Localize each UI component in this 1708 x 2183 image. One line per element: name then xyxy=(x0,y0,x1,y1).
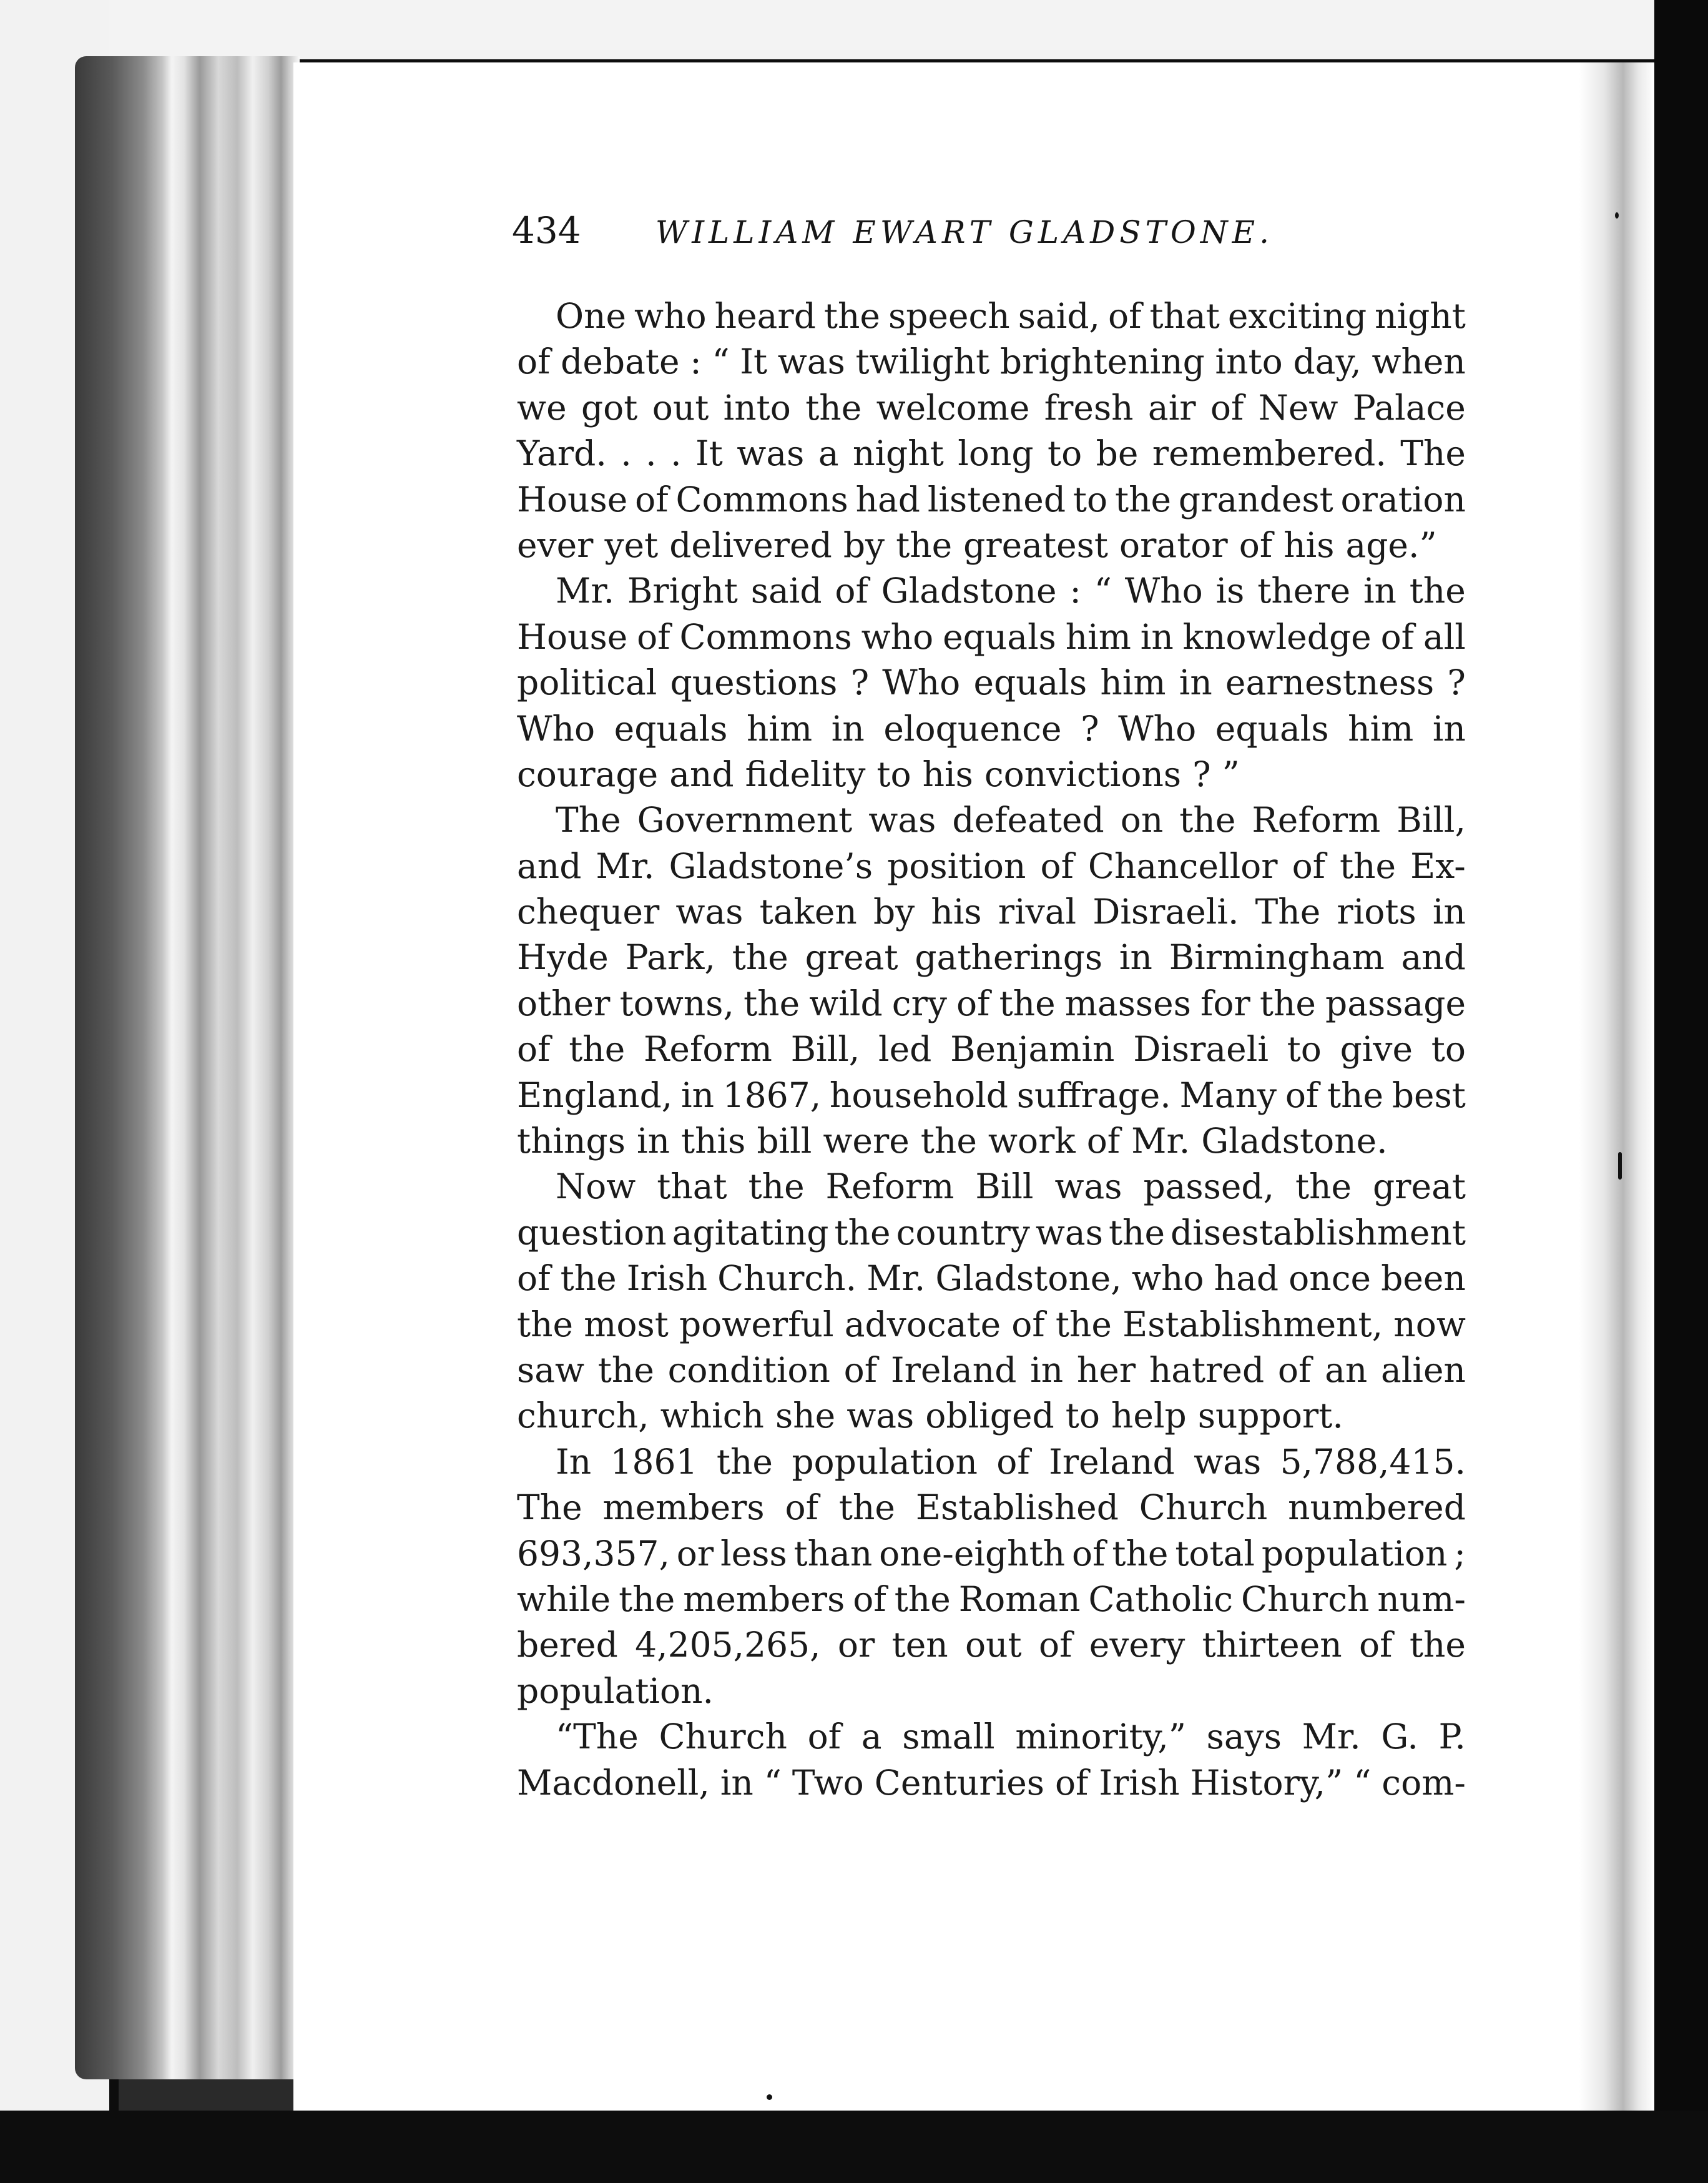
text-line: chequer was taken by his rival Disraeli. The riots in xyxy=(517,892,1466,932)
text-line: of debate : “ It was twilight brightening into day, when xyxy=(517,342,1466,382)
body-text xyxy=(517,293,1466,1806)
text-line: bered 4,205,265, or ten out of every thirteen of the xyxy=(517,1625,1466,1665)
text-line: House of Commons had listened to the grandest oration xyxy=(517,479,1466,520)
text-line: Who equals him in eloquence ? Who equals him in xyxy=(517,708,1466,749)
text-line: saw the condition of Ireland in her hatred of an alien xyxy=(517,1349,1466,1390)
text-line: Hyde Park, the great gatherings in Birmingham and xyxy=(517,937,1466,978)
text-line: of the Reform Bill, led Benjamin Disraeli to give to xyxy=(517,1029,1466,1070)
scan-top-margin xyxy=(0,0,1708,59)
text-line: Mr. Bright said of Gladstone : “ Who is there in the xyxy=(556,571,1466,611)
text-line: ever yet delivered by the greatest orator of his age.” xyxy=(517,525,1437,565)
text-line: question agitating the country was the disestablishment xyxy=(517,1212,1466,1253)
speck-mark xyxy=(1615,212,1619,219)
text-line: while the members of the Roman Catholic Church num- xyxy=(517,1579,1466,1619)
text-line: courage and fidelity to his convictions ? ” xyxy=(517,754,1240,794)
text-line: The members of the Established Church numbered xyxy=(517,1487,1466,1528)
text-line: we got out into the welcome fresh air of New Palace xyxy=(517,387,1466,428)
text-line: things in this bill were the work of Mr. Gladstone. xyxy=(517,1121,1388,1161)
book-spine-foot xyxy=(119,2079,306,2114)
text-line: Now that the Reform Bill was passed, the great xyxy=(556,1166,1466,1207)
text-line: population. xyxy=(517,1670,714,1711)
text-line: The Government was defeated on the Reform Bill, xyxy=(556,800,1466,840)
book-spine-page-edges xyxy=(75,56,300,2079)
text-line: Macdonell, in “ Two Centuries of Irish History,” “ com- xyxy=(517,1762,1466,1803)
running-title: WILLIAM EWART GLADSTONE. xyxy=(655,214,1274,250)
speck-mark xyxy=(767,2094,772,2100)
text-line: In 1861 the population of Ireland was 5,788,415. xyxy=(556,1441,1466,1482)
running-head xyxy=(512,209,1274,259)
text-line: the most powerful advocate of the Establishment, now xyxy=(517,1304,1466,1344)
text-line: 693,357, or less than one-eighth of the total population ; xyxy=(517,1533,1466,1574)
text-line: “The Church of a small minority,” says Mr. G. P. xyxy=(556,1717,1466,1757)
text-line: of the Irish Church. Mr. Gladstone, who had once been xyxy=(517,1258,1466,1299)
text-line: Yard. . . . It was a night long to be remembered. The xyxy=(517,433,1466,474)
scan-right-edge xyxy=(1654,0,1708,2183)
page-number: 434 xyxy=(512,209,581,252)
speck-mark xyxy=(1618,1152,1622,1180)
text-line: England, in 1867, household suffrage. Many of the best xyxy=(517,1075,1466,1115)
scan-bottom-edge xyxy=(0,2111,1708,2183)
text-line: political questions ? Who equals him in earnestness ? xyxy=(517,663,1466,703)
text-line: other towns, the wild cry of the masses for the passage xyxy=(517,983,1466,1023)
page-gutter-shadow xyxy=(1579,62,1654,2111)
text-line: church, which she was obliged to help support. xyxy=(517,1396,1343,1436)
text-line: House of Commons who equals him in knowledge of all xyxy=(517,616,1466,657)
text-line: and Mr. Gladstone’s position of Chancellor of the Ex- xyxy=(517,845,1466,886)
text-line: One who heard the speech said, of that exciting night xyxy=(556,296,1466,336)
